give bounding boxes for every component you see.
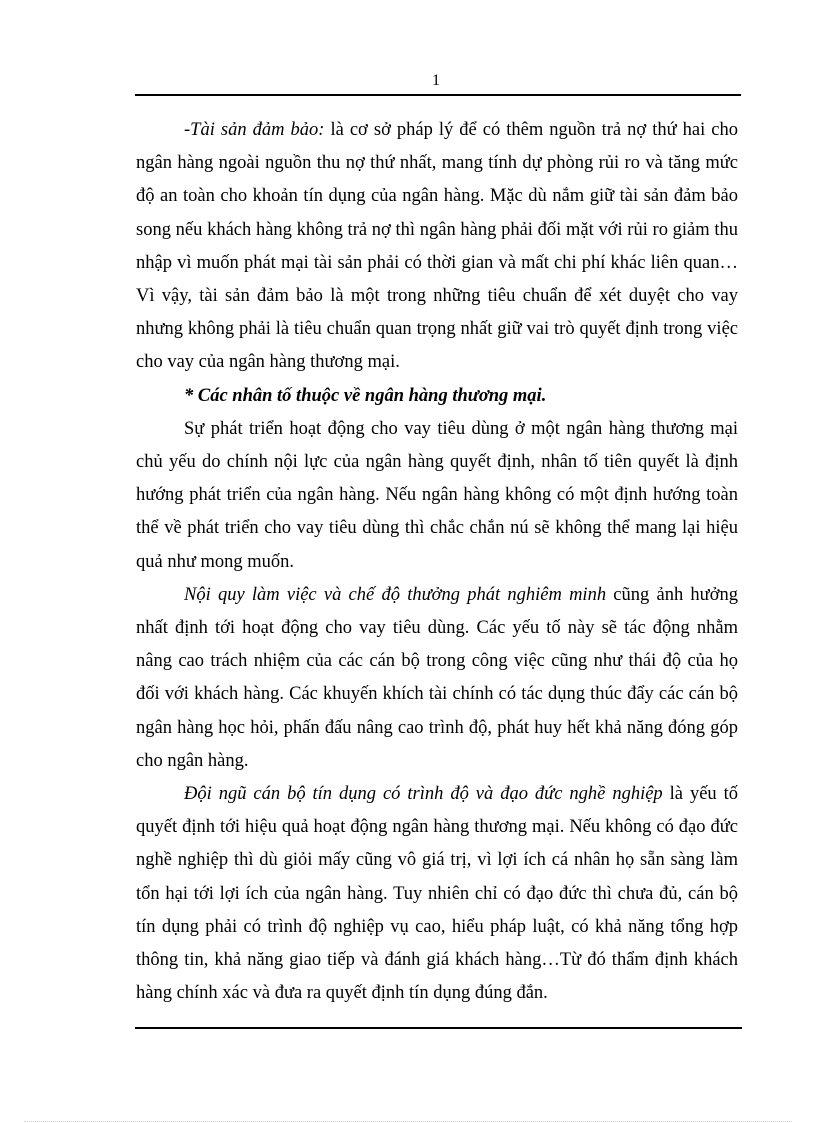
paragraph-rules bbox=[136, 579, 738, 778]
paragraph-collateral bbox=[136, 114, 738, 380]
section-heading: * Các nhân tố thuộc về ngân hàng thương mại. bbox=[184, 385, 547, 406]
header-rule bbox=[135, 94, 741, 96]
staff-lead: Đội ngũ cán bộ tín dụng có trình độ và đạo đức nghề nghiệp bbox=[184, 784, 663, 805]
staff-text: là yếu tố quyết định tới hiệu quả hoạt động ngân hàng thương mại. Nếu không có đạo đức nghề nghiệp thì dù giỏi mấy cũng vô giá trị, vì lợi ích cá nhân họ sẵn sàng làm tổn hại tới lợi ích của ngân hàng. Tuy nhiên chỉ có đạo đức thì chưa đủ, cán bộ tín dụng phải có trình độ nghiệp vụ cao, hiểu pháp luật, có khả năng tổng hợp thông tin, khả năng giao tiếp và đánh giá khách hàng…Từ đó thẩm định khách hàng chính xác và đưa ra quyết định tín dụng đúng đắn. bbox=[136, 784, 739, 1004]
paragraph-staff bbox=[136, 778, 738, 1010]
document-body bbox=[136, 114, 738, 1010]
rules-text: cũng ảnh hưởng nhất định tới hoạt động cho vay tiêu dùng. Các yếu tố này sẽ tác động nhằm nâng cao trách nhiệm của các cán bộ trong công việc cũng như thái độ của họ đối với khách hàng. Các khuyến khích tài chính có tác dụng thúc đẩy các cán bộ ngân hàng học hỏi, phấn đấu nâng cao trình độ, phát huy hết khả năng đóng góp cho ngân hàng. bbox=[136, 584, 738, 771]
collateral-text: là cơ sở pháp lý để có thêm nguồn trả nợ thứ hai cho ngân hàng ngoài nguồn thu nợ thứ nhất, mang tính dự phòng rủi ro và tăng mức độ an toàn cho khoản tín dụng của ngân hàng. Mặc dù nắm giữ tài sản đảm bảo song nếu khách hàng không trả nợ thì ngân hàng phải đối mặt với rủi ro giảm thu nhập vì muốn phát mại tài sản phải có thời gian và mất chi phí khác liên quan…Vì vậy, tài sản đảm bảo là một trong những tiêu chuẩn để xét duyệt cho vay nhưng không phải là tiêu chuẩn quan trọng nhất giữ vai trò quyết định trong việc cho vay của ngân hàng thương mại. bbox=[136, 120, 739, 373]
page-edge-divider bbox=[24, 1121, 792, 1122]
rules-lead: Nội quy làm việc và chế độ thưởng phát nghiêm minh bbox=[184, 584, 607, 605]
collateral-lead: -Tài sản đảm bảo: bbox=[184, 120, 325, 140]
paragraph-development: Sự phát triển hoạt động cho vay tiêu dùng ở một ngân hàng thương mại chủ yếu do chính nội lực của ngân hàng quyết định, nhân tố tiên quyết là định hướng phát triển của ngân hàng. Nếu ngân hàng không có một định hướng toàn thể về phát triển cho vay tiêu dùng thì chắc chắn nú sẽ không thể mang lại hiệu quả như mong muốn. bbox=[136, 418, 738, 572]
page-number: 1 bbox=[432, 72, 440, 89]
footer-rule bbox=[135, 1027, 742, 1029]
